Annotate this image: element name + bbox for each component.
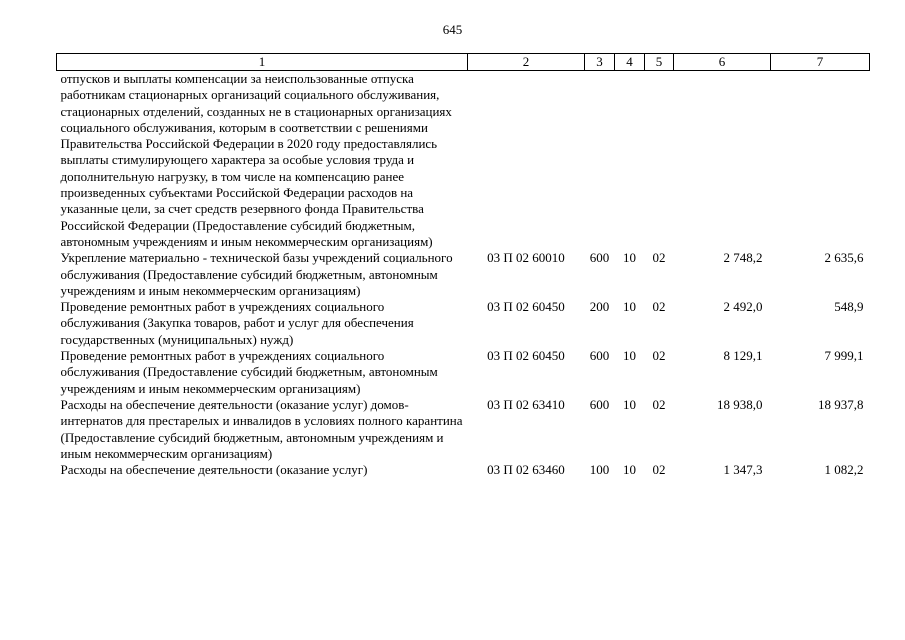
row-code: 03 П 02 60010 [487, 250, 565, 266]
table-row [57, 462, 870, 478]
row-col3: 600 [589, 348, 610, 364]
row-amount-7: 1 082,2 [824, 462, 864, 478]
row-amount-6 [674, 71, 771, 251]
row-col4: 10 [623, 348, 636, 364]
table-row [57, 299, 870, 348]
row-description: Проведение ремонтных работ в учреждениях социального обслуживания (Закупка товаров, работ и услуг для обеспечения государственных (муниципальных) нужд) [60, 299, 414, 347]
row-col5: 02 [652, 396, 666, 412]
row-col5: 02 [652, 462, 666, 478]
row-amount-6: 2 748,2 [723, 250, 763, 266]
row-code: 03 П 02 63410 [487, 396, 565, 412]
column-header-6: 6 [674, 54, 771, 71]
row-amount-7: 548,9 [834, 299, 864, 315]
row-col5: 02 [652, 250, 666, 266]
row-amount-7: 2 635,6 [824, 250, 864, 266]
table-header-row [57, 54, 870, 71]
row-col4: 10 [623, 299, 636, 315]
page-number: 645 [442, 22, 463, 37]
row-amount-7: 18 937,8 [818, 396, 864, 412]
row-amount-7 [771, 71, 870, 251]
row-col3: 600 [589, 250, 610, 266]
row-col5: 02 [652, 299, 666, 315]
row-description: Расходы на обеспечение деятельности (оказание услуг) домов-интернатов для престарелых и инвалидов в условиях полного карантина (Предоставление субсидий бюджетным, автономным учреждениям и иным некоммерческим организациям) [60, 396, 463, 461]
row-col4: 10 [623, 396, 636, 412]
column-header-2: 2 [468, 54, 585, 71]
table-row [57, 71, 870, 251]
row-amount-7: 7 999,1 [824, 348, 864, 364]
row-description: отпусков и выплаты компенсации за неиспользованные отпуска работникам стационарных организаций социального обслуживания, стационарных отделений, созданных не в стационарных организациях социального обслуживания, которым в соответствии с решениями Правительства Российской Федерации в 2020 году предоставлялись выплаты стимулирующего характера за особые условия труда и дополнительную нагрузку, в том числе на компенсацию ранее произведенных субъектами Российской Федерации расходов на указанные цели, за счет средств резервного фонда Правительства Российской Федерации (Предоставление субсидий бюджетным, автономным учреждениям и иным некоммерческим организациям) [60, 71, 452, 249]
row-description: Расходы на обеспечение деятельности (оказание услуг) [60, 462, 368, 478]
column-header-3: 3 [585, 54, 615, 71]
row-col5 [645, 71, 674, 251]
row-col3: 600 [589, 396, 610, 412]
row-col4: 10 [623, 462, 636, 478]
column-header-4: 4 [615, 54, 645, 71]
column-header-5: 5 [645, 54, 674, 71]
table-row [57, 397, 870, 462]
row-amount-6: 2 492,0 [723, 299, 763, 315]
row-code: 03 П 02 63460 [487, 462, 565, 478]
column-header-1: 1 [57, 54, 468, 71]
row-amount-6: 1 347,3 [723, 462, 763, 478]
row-description: Укрепление материально - технической базы учреждений социального обслуживания (Предоставление субсидий бюджетным, автономным учреждениям и иным некоммерческим организациям) [60, 250, 453, 298]
column-header-7: 7 [771, 54, 870, 71]
row-code: 03 П 02 60450 [487, 299, 565, 315]
row-col4: 10 [623, 250, 636, 266]
row-col3: 200 [589, 299, 610, 315]
row-col3: 100 [589, 462, 610, 478]
row-code: 03 П 02 60450 [487, 348, 565, 364]
row-amount-6: 8 129,1 [723, 348, 763, 364]
budget-table [56, 53, 870, 478]
row-col5: 02 [652, 348, 666, 364]
row-code [468, 71, 585, 251]
table-row [57, 348, 870, 397]
row-col3 [585, 71, 615, 251]
row-col4 [615, 71, 645, 251]
table-row [57, 250, 870, 299]
row-description: Проведение ремонтных работ в учреждениях социального обслуживания (Предоставление субсидий бюджетным, автономным учреждениям и иным некоммерческим организациям) [60, 348, 438, 396]
row-amount-6: 18 938,0 [717, 396, 763, 412]
